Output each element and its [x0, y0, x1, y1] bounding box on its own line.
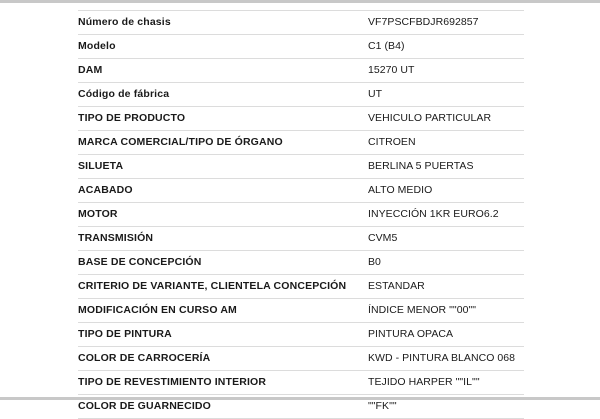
spec-label: ACABADO	[78, 179, 368, 203]
spec-value: B0	[368, 251, 524, 275]
spec-value: C1 (B4)	[368, 35, 524, 59]
spec-value: KWD - PINTURA BLANCO 068	[368, 347, 524, 371]
vehicle-spec-table	[78, 10, 524, 419]
spec-label: SILUETA	[78, 155, 368, 179]
spec-label: CRITERIO DE VARIANTE, CLIENTELA CONCEPCIÓN	[78, 275, 368, 299]
spec-value: VF7PSCFBDJR692857	[368, 11, 524, 35]
spec-label: TIPO DE PRODUCTO	[78, 107, 368, 131]
spec-label: MODIFICACIÓN EN CURSO AM	[78, 299, 368, 323]
spec-label: TIPO DE PINTURA	[78, 323, 368, 347]
table-row	[78, 203, 524, 227]
spec-value: ""FK""	[368, 395, 524, 419]
table-row	[78, 107, 524, 131]
spec-value: UT	[368, 83, 524, 107]
spec-value: ÍNDICE MENOR ""00""	[368, 299, 524, 323]
spec-label: MARCA COMERCIAL/TIPO DE ÓRGANO	[78, 131, 368, 155]
spec-value: INYECCIÓN 1KR EURO6.2	[368, 203, 524, 227]
spec-label: TIPO DE REVESTIMIENTO INTERIOR	[78, 371, 368, 395]
table-row	[78, 59, 524, 83]
spec-value: VEHICULO PARTICULAR	[368, 107, 524, 131]
table-row	[78, 371, 524, 395]
spec-value: CVM5	[368, 227, 524, 251]
spec-label: COLOR DE CARROCERÍA	[78, 347, 368, 371]
page-top-border	[0, 0, 600, 3]
spec-label: MOTOR	[78, 203, 368, 227]
table-row	[78, 155, 524, 179]
spec-value: ESTANDAR	[368, 275, 524, 299]
table-row	[78, 131, 524, 155]
table-row	[78, 275, 524, 299]
table-row	[78, 323, 524, 347]
spec-value: ALTO MEDIO	[368, 179, 524, 203]
spec-value: 15270 UT	[368, 59, 524, 83]
spec-value: PINTURA OPACA	[368, 323, 524, 347]
table-row	[78, 83, 524, 107]
table-row	[78, 347, 524, 371]
spec-value: TEJIDO HARPER ""IL""	[368, 371, 524, 395]
spec-table-body	[78, 11, 524, 419]
spec-value: CITROEN	[368, 131, 524, 155]
spec-value: BERLINA 5 PUERTAS	[368, 155, 524, 179]
spec-label: Número de chasis	[78, 11, 368, 35]
table-row	[78, 35, 524, 59]
table-row	[78, 227, 524, 251]
table-row	[78, 11, 524, 35]
table-row	[78, 251, 524, 275]
spec-label: Código de fábrica	[78, 83, 368, 107]
spec-label: TRANSMISIÓN	[78, 227, 368, 251]
table-row	[78, 299, 524, 323]
table-row	[78, 179, 524, 203]
spec-label: Modelo	[78, 35, 368, 59]
spec-label: COLOR DE GUARNECIDO	[78, 395, 368, 419]
spec-label: DAM	[78, 59, 368, 83]
spec-label: BASE DE CONCEPCIÓN	[78, 251, 368, 275]
